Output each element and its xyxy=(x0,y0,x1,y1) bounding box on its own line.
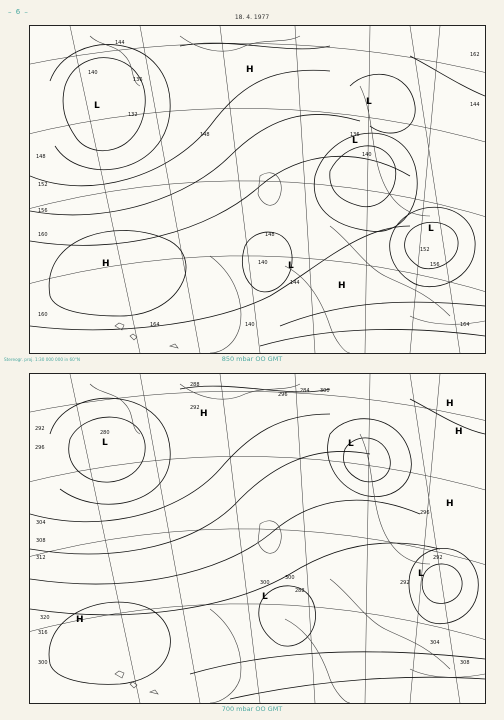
contour-label: 300 xyxy=(320,388,330,394)
contour-label: 144 xyxy=(470,102,480,108)
contour-label: 296 xyxy=(420,510,430,516)
high-pressure-center: H xyxy=(446,499,454,509)
high-pressure-center: H xyxy=(246,65,254,75)
contour-label: 164 xyxy=(460,322,470,328)
contour-label: 148 xyxy=(265,232,275,238)
caption-850: 850 mbar OO GMT xyxy=(221,355,283,363)
contour-label: 292 xyxy=(190,405,200,411)
contour-label: 160 xyxy=(38,232,48,238)
low-pressure-center: L xyxy=(366,97,372,107)
contour-label: 292 xyxy=(400,580,410,586)
contour-label: 164 xyxy=(150,322,160,328)
map-850-mbar xyxy=(29,25,486,354)
contour-label: 300 xyxy=(285,575,295,581)
contour-label: 304 xyxy=(36,520,46,526)
contour-label: 320 xyxy=(40,615,50,621)
contour-label: 144 xyxy=(115,40,125,46)
map-700-canvas xyxy=(30,374,485,703)
low-pressure-center: L xyxy=(102,438,108,448)
high-pressure-center: H xyxy=(446,399,454,409)
contour-label: 316 xyxy=(38,630,48,636)
low-pressure-center: L xyxy=(348,439,354,449)
contour-label: 296 xyxy=(35,445,45,451)
contour-label: 136 xyxy=(133,77,143,83)
contour-label: 280 xyxy=(100,430,110,436)
low-pressure-center: L xyxy=(428,224,434,234)
contour-label: 136 xyxy=(350,132,360,138)
caption-700: 700 mbar OO GMT xyxy=(221,705,283,713)
high-pressure-center: H xyxy=(200,409,208,419)
map-700-mbar xyxy=(29,373,486,704)
isohypses xyxy=(30,386,485,699)
isohypses xyxy=(30,43,485,346)
low-pressure-center: L xyxy=(288,261,294,271)
contour-label: 140 xyxy=(362,152,372,158)
low-pressure-center: L xyxy=(352,136,358,146)
contour-label: 152 xyxy=(38,182,48,188)
map-850-canvas xyxy=(30,26,485,353)
contour-label: 288 xyxy=(295,588,305,594)
contour-label: 296 xyxy=(278,392,288,398)
coastlines xyxy=(90,36,485,353)
low-pressure-center: L xyxy=(94,101,100,111)
pressure-centers xyxy=(76,399,463,625)
contour-label: 144 xyxy=(290,280,300,286)
contour-label: 284 xyxy=(300,388,310,394)
contour-label: 162 xyxy=(470,52,480,58)
high-pressure-center: H xyxy=(76,615,84,625)
high-pressure-center: H xyxy=(455,427,463,437)
high-pressure-center: H xyxy=(102,259,110,269)
low-pressure-center: L xyxy=(262,592,268,602)
contour-label: 292 xyxy=(433,555,443,561)
contour-label: 160 xyxy=(38,312,48,318)
scale-note: Stereogr. proj. 1:30 000 000 in 60°N xyxy=(4,357,81,362)
contour-label: 300 xyxy=(260,580,270,586)
low-pressure-center: L xyxy=(418,569,424,579)
contour-label: 140 xyxy=(258,260,268,266)
contour-label: 140 xyxy=(88,70,98,76)
contour-label: 304 xyxy=(430,640,440,646)
contour-label: 288 xyxy=(190,382,200,388)
contour-label: 140 xyxy=(245,322,255,328)
contour-labels xyxy=(35,382,470,666)
contour-label: 312 xyxy=(36,555,46,561)
page-number: – 6 – xyxy=(8,8,29,16)
contour-label: 292 xyxy=(35,426,45,432)
contour-label: 156 xyxy=(38,208,48,214)
contour-label: 300 xyxy=(38,660,48,666)
contour-label: 156 xyxy=(430,262,440,268)
contour-label: 152 xyxy=(420,247,430,253)
contour-label: 308 xyxy=(36,538,46,544)
contour-label: 308 xyxy=(460,660,470,666)
high-pressure-center: H xyxy=(338,281,346,291)
page-date: 18. 4. 1977 xyxy=(234,14,270,21)
contour-label: 132 xyxy=(128,112,138,118)
contour-label: 148 xyxy=(200,132,210,138)
contour-label: 148 xyxy=(36,154,46,160)
